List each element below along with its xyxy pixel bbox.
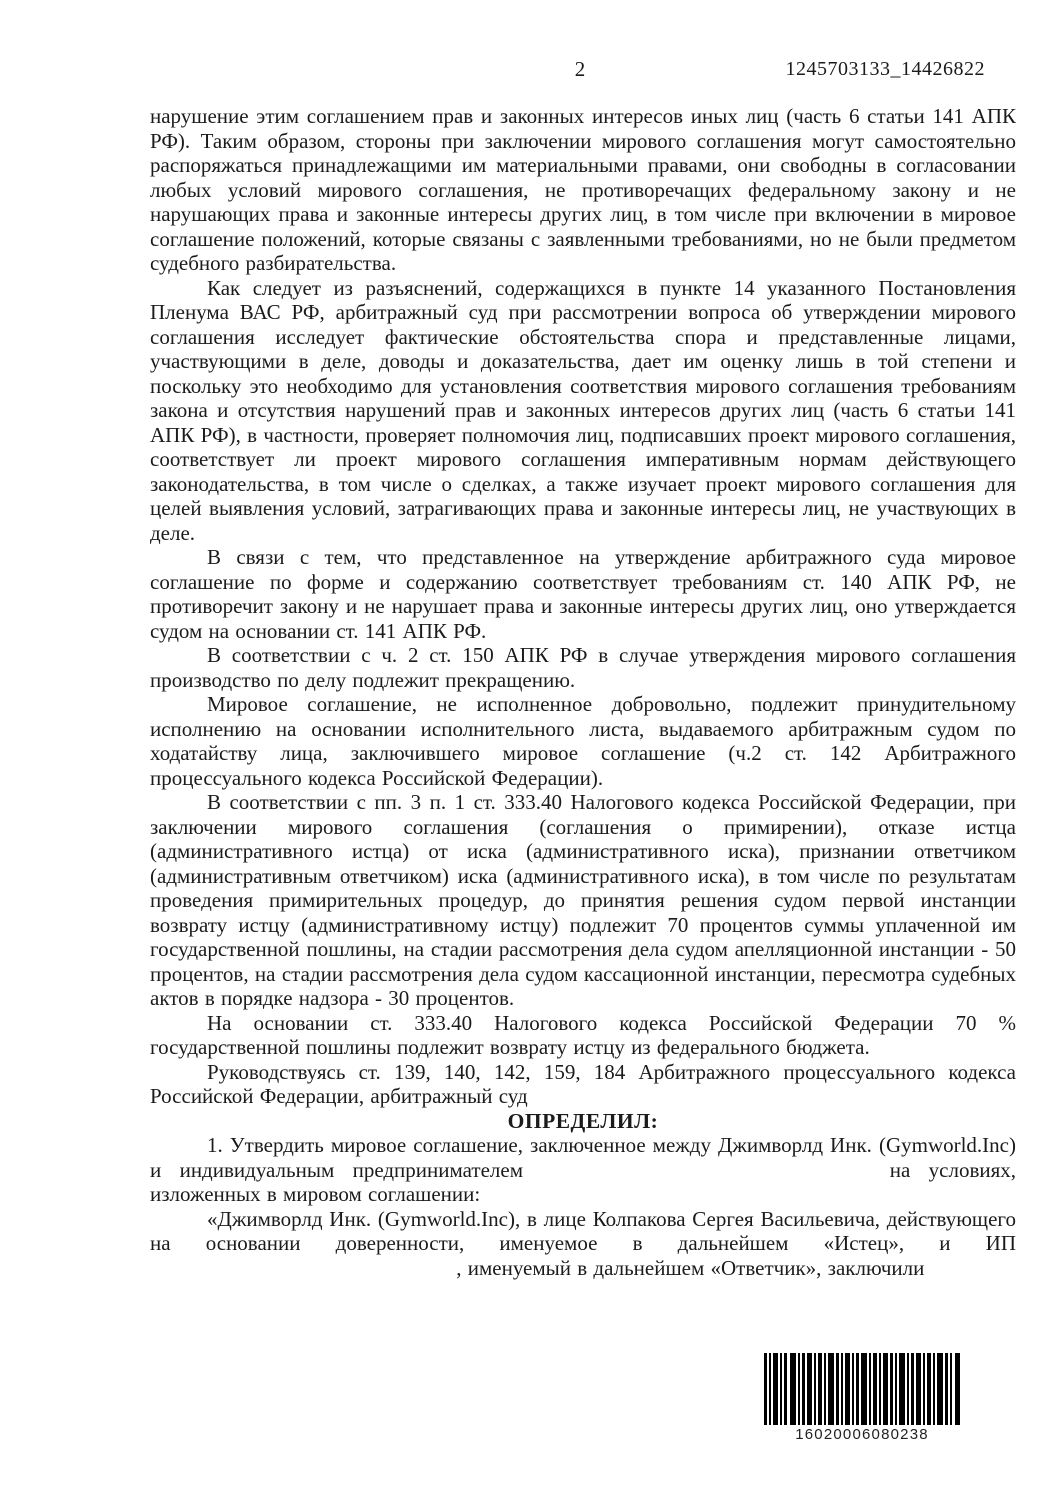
- paragraph-2: Как следует из разъяснений, содержащихся в пункте 14 указанного Постановления Пленума ВАС РФ, арбитражный суд при рассмотрении вопроса об утверждении мирового соглашения исследует фактические обстоятельства спора и представленные лицами, участвующими в деле, доводы и доказательства, дает им оценку лишь в той степени и поскольку это необходимо для установления соответствия мирового соглашения требованиям закона и отсутствия нарушений прав и законных интересов других лиц (часть 6 статьи 141 АПК РФ), в частности, проверяет полномочия лиц, подписавших проект мирового соглашения, соответствует ли проект мирового соглашения императивным нормам действующего законодательства, в том числе о сделках, а также изучает проект мирового соглашения для целей выявления условий, затрагивающих права и законные интересы лиц, не участвующих в деле.: [150, 275, 1016, 545]
- barcode-number: 16020006080238: [795, 1426, 929, 1443]
- paragraph-7: На основании ст. 333.40 Налогового кодекса Российской Федерации 70 % государственной пошлины подлежит возврату истцу из федерального бюджета.: [150, 1010, 1016, 1059]
- paragraph-1: нарушение этим соглашением прав и законных интересов иных лиц (часть 6 статьи 141 АПК РФ). Таким образом, стороны при заключении мирового соглашения могут самостоятельно распоряжаться принадлежащими им материальными правами, они свободны в согласовании любых условий мирового соглашения, не противоречащих федеральному закону и не нарушающих права и законные интересы других лиц, в том числе при включении в мировое соглашение положений, которые связаны с заявленными требованиями, но не были предметом судебного разбирательства.: [150, 104, 1016, 275]
- paragraph-3: В связи с тем, что представленное на утверждение арбитражного суда мировое соглашение по форме и содержанию соответствует требованиям ст. 140 АПК РФ, не противоречит закону и не нарушает права и законные интересы других лиц, оно утверждается судом на основании ст. 141 АПК РФ.: [150, 545, 1016, 643]
- document-id: 1245703133_14426822: [785, 58, 985, 80]
- paragraph-4: В соответствии с ч. 2 ст. 150 АПК РФ в случае утверждения мирового соглашения производство по делу подлежит прекращению.: [150, 643, 1016, 692]
- ruling-item-1: [150, 1133, 1016, 1207]
- ruling-item-1-text: 1. Утвердить мировое соглашение, заключенное между Джимворлд Инк. (Gymworld.Inc) и индивидуальным предпринимателем: [150, 1133, 1016, 1182]
- paragraph-8: Руководствуясь ст. 139, 140, 142, 159, 184 Арбитражного процессуального кодекса Российской Федерации, арбитражный суд: [150, 1059, 1016, 1108]
- paragraph-5: Мировое соглашение, не исполненное добровольно, подлежит принудительному исполнению на основании исполнительного листа, выдаваемого арбитражным судом по ходатайству лица, заключившего мировое соглашение (ч.2 ст. 142 Арбитражного процессуального кодекса Российской Федерации).: [150, 692, 1016, 790]
- ruling-item-1-text-cont: на условиях, изложенных в мировом соглашении:: [150, 1157, 1017, 1206]
- agreement-intro: [150, 1207, 1016, 1281]
- ruling-heading: ОПРЕДЕЛИЛ:: [507, 1108, 659, 1133]
- barcode: [763, 1353, 961, 1443]
- redaction-gap: [541, 1175, 871, 1177]
- page-number: 2: [574, 57, 586, 81]
- document-body: [150, 104, 1016, 1280]
- paragraph-6: В соответствии с пп. 3 п. 1 ст. 333.40 Налогового кодекса Российской Федерации, при заключении мирового соглашения (соглашения о примирении), отказе истца (административного истца) от иска (административного иска), признании ответчиком (административным ответчиком) иска (административного иска), в том числе по результатам проведения примирительных процедур, до принятия решения судом первой инстанции возврату истцу (административному истцу) подлежит 70 процентов суммы уплаченной им государственной пошлины, на стадии рассмотрения дела судом апелляционной инстанции - 50 процентов, на стадии рассмотрения дела судом кассационной инстанции, пересмотра судебных актов в порядке надзора - 30 процентов.: [150, 790, 1016, 1010]
- agreement-intro-text-cont: , именуемый в дальнейшем «Ответчик», заключили: [456, 1255, 925, 1280]
- redaction-gap: [150, 1273, 450, 1275]
- agreement-intro-text: «Джимворлд Инк. (Gymworld.Inc), в лице Колпакова Сергея Васильевича, действующего на основании доверенности, именуемое в дальнейшем «Истец», и ИП: [150, 1206, 1016, 1255]
- barcode-bars-image: [764, 1353, 960, 1425]
